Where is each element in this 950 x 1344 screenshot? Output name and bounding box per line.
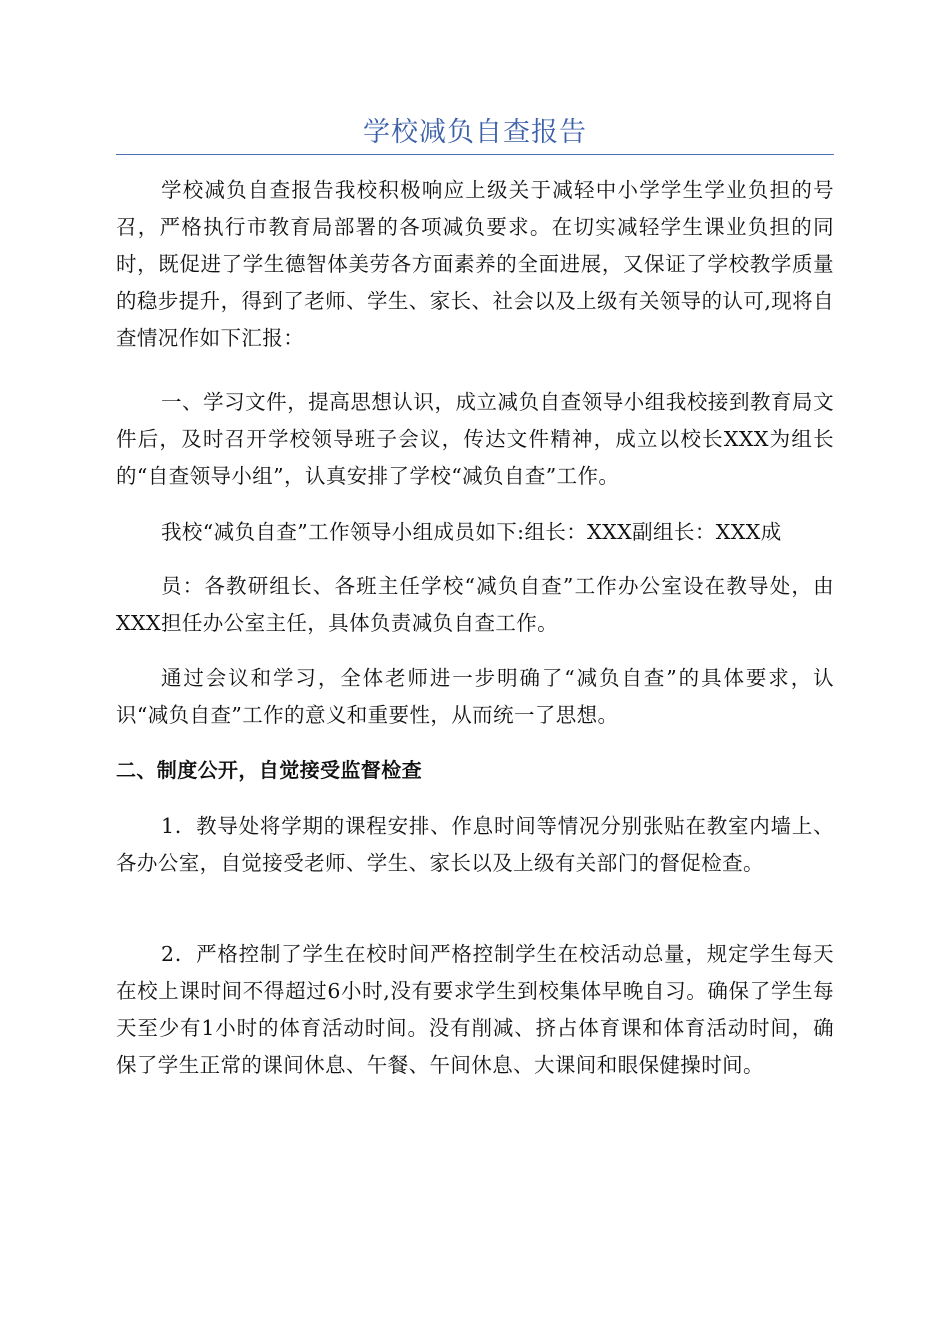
title-underline [116,154,834,155]
paragraph-group-office: 员：各教研组长、各班主任学校“减负自查”工作办公室设在教导处，由XXX担任办公室主任，具体负责减负自查工作。 [116,574,834,635]
document-title: 学校减负自查报告 [363,117,587,148]
paragraph-item-one: 1．教导处将学期的课程安排、作息时间等情况分别张贴在教室内墙上、各办公室，自觉接受老师、学生、家长以及上级有关部门的督促检查。 [116,814,834,875]
paragraph-section-one: 一、学习文件，提高思想认识，成立减负自查领导小组我校接到教育局文件后，及时召开学校领导班子会议，传达文件精神，成立以校长XXX为组长的“自查领导小组”，认真安排了学校“减负自查”工作。 [116,390,834,488]
paragraph-item-two: 2．严格控制了学生在校时间严格控制学生在校活动总量，规定学生每天在校上课时间不得超过6小时,没有要求学生到校集体早晚自习。确保了学生每天至少有1小时的体育活动时间。没有削减、挤占体育课和体育活动时间，确保了学生正常的课间休息、午餐、午间休息、大课间和眼保健操时间。 [116,942,834,1077]
paragraph-group-members: 我校“减负自查”工作领导小组成员如下:组长：XXX副组长：XXX成 [161,520,782,544]
paragraph-meeting: 通过会议和学习，全体老师进一步明确了“减负自查”的具体要求，认识“减负自查”工作的意义和重要性，从而统一了思想。 [116,666,834,727]
section-heading-two: 二、制度公开，自觉接受监督检查 [116,758,422,782]
paragraph-intro: 学校减负自查报告我校积极响应上级关于减轻中小学学生学业负担的号召，严格执行市教育局部署的各项减负要求。在切实减轻学生课业负担的同时，既促进了学生德智体美劳各方面素养的全面进展，又保证了学校教学质量的稳步提升，得到了老师、学生、家长、社会以及上级有关领导的认可,现将自查情况作如下汇报： [116,178,834,350]
